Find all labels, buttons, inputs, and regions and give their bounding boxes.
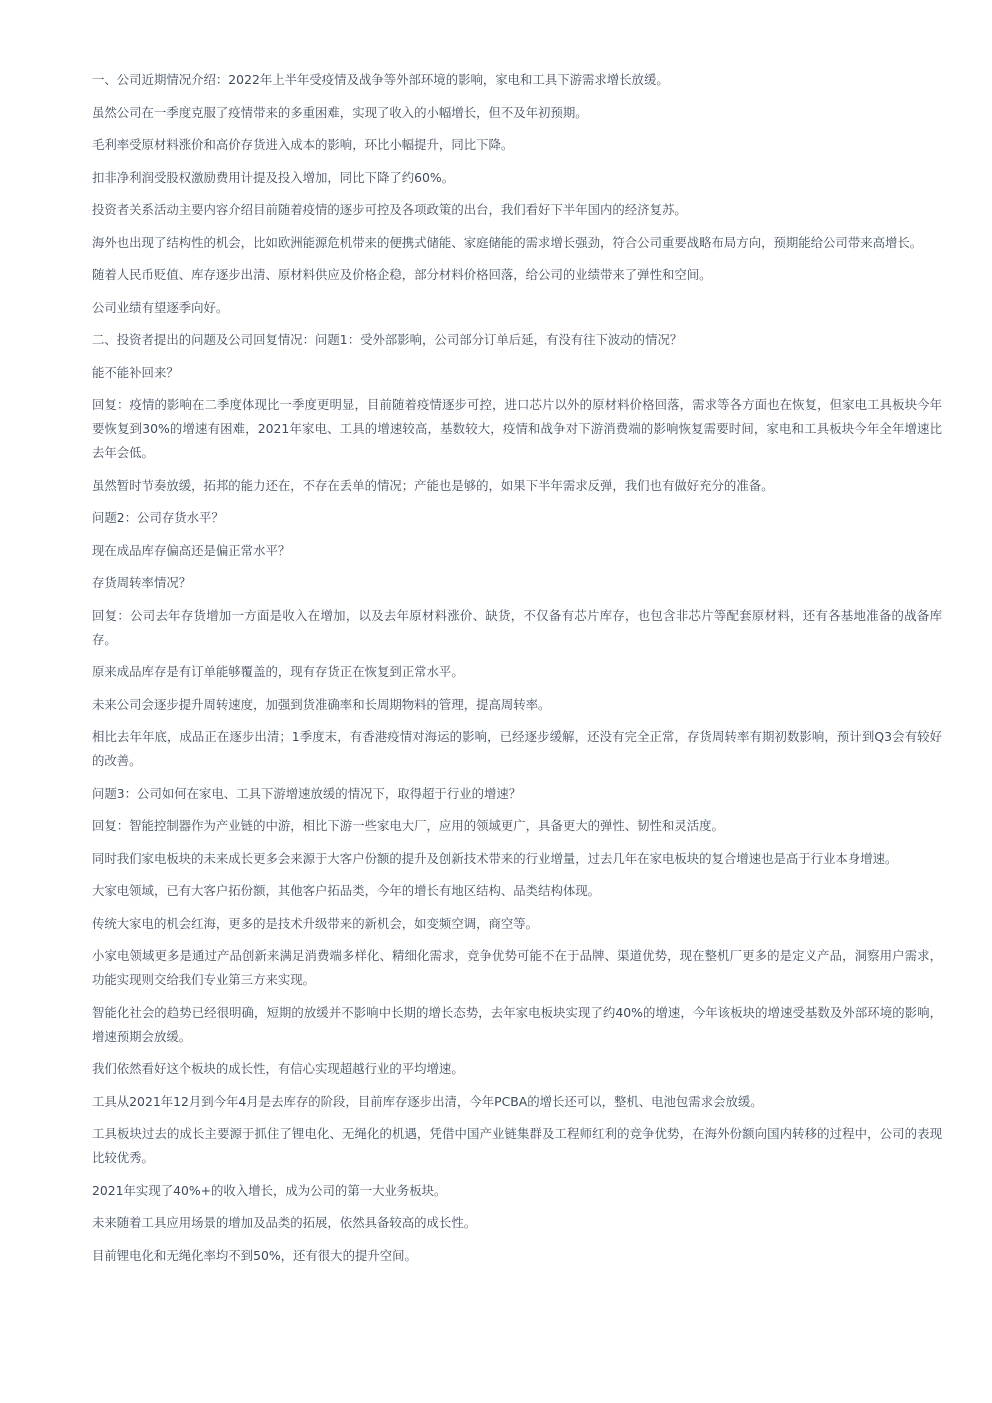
answer-paragraph: 小家电领域更多是通过产品创新来满足消费端多样化、精细化需求，竞争优势可能不在于品牌、渠道优势，现在整机厂更多的是定义产品，洞察用户需求，功能实现则交给我们专业第三方来实现。 <box>92 948 942 987</box>
answer-paragraph: 工具从2021年12月到今年4月是去库存的阶段，目前库存逐步出清，今年PCBA的增长还可以，整机、电池包需求会放缓。 <box>92 1093 763 1109</box>
answer-paragraph: 相比去年年底，成品正在逐步出清；1季度末，有香港疫情对海运的影响，已经逐步缓解，还没有完全正常，存货周转率有期初数影响，预计到Q3会有较好的改善。 <box>92 729 942 768</box>
answer-paragraph: 大家电领域，已有大客户拓份额，其他客户拓品类，今年的增长有地区结构、品类结构体现。 <box>92 883 601 898</box>
answer-paragraph: 回复：公司去年存货增加一方面是收入在增加，以及去年原材料涨价、缺货，不仅备有芯片库存，也包含非芯片等配套原材料，还有各基地准备的战备库存。 <box>92 607 942 647</box>
question-paragraph: 现在成品库存偏高还是偏正常水平？ <box>92 542 291 558</box>
text-paragraph: 毛利率受原材料涨价和高价存货进入成本的影响，环比小幅提升，同比下降。 <box>92 137 514 152</box>
answer-paragraph: 回复：智能控制器作为产业链的中游，相比下游一些家电大厂，应用的领域更广，具备更大的弹性、韧性和灵活度。 <box>92 818 724 833</box>
text-paragraph: 海外也出现了结构性的机会，比如欧洲能源危机带来的便携式储能、家庭储能的需求增长强劲，符合公司重要战略布局方向，预期能给公司带来高增长。 <box>92 234 923 250</box>
question-paragraph: 问题3：公司如何在家电、工具下游增速放缓的情况下，取得超于行业的增速？ <box>92 785 522 801</box>
answer-paragraph: 工具板块过去的成长主要源于抓住了锂电化、无绳化的机遇，凭借中国产业链集群及工程师红利的竞争优势，在海外份额向国内转移的过程中，公司的表现比较优秀。 <box>92 1126 942 1165</box>
question-paragraph: 问题2：公司存货水平？ <box>92 510 224 525</box>
text-paragraph: 随着人民币贬值、库存逐步出清、原材料供应及价格企稳，部分材料价格回落，给公司的业绩带来了弹性和空间。 <box>92 267 712 282</box>
text-paragraph: 扣非净利润受股权激励费用计提及投入增加，同比下降了约60%。 <box>92 169 455 185</box>
question-paragraph: 存货周转率情况？ <box>92 575 192 590</box>
text-paragraph: 投资者关系活动主要内容介绍目前随着疫情的逐步可控及各项政策的出台，我们看好下半年国内的经济复苏。 <box>92 202 687 217</box>
answer-paragraph: 回复：疫情的影响在二季度体现比一季度更明显，目前随着疫情逐步可控，进口芯片以外的原材料价格回落，需求等各方面也在恢复，但家电工具板块今年要恢复到30%的增速有困难，2021年家电、工具的增速较高，基数较大，疫情和战争对下游消费端的影响恢复需要时间，家电和工具板块今年全年增速比去年会低。 <box>92 397 942 460</box>
answer-paragraph: 未来随着工具应用场景的增加及品类的拓展，依然具备较高的成长性。 <box>92 1215 477 1230</box>
answer-paragraph: 目前锂电化和无绳化率均不到50%，还有很大的提升空间。 <box>92 1247 417 1263</box>
answer-paragraph: 传统大家电的机会红海，更多的是技术升级带来的新机会，如变频空调，商空等。 <box>92 915 539 931</box>
answer-paragraph: 同时我们家电板块的未来成长更多会来源于大客户份额的提升及创新技术带来的行业增量，过去几年在家电板块的复合增速也是高于行业本身增速。 <box>92 850 898 866</box>
qa-heading-paragraph: 二、投资者提出的问题及公司回复情况：问题1：受外部影响，公司部分订单后延，有没有往下波动的情况？ <box>92 332 683 347</box>
answer-paragraph: 未来公司会逐步提升周转速度，加强到货准确率和长周期物料的管理，提高周转率。 <box>92 696 551 712</box>
text-paragraph: 虽然公司在一季度克服了疫情带来的多重困难，实现了收入的小幅增长，但不及年初预期。 <box>92 104 588 120</box>
answer-paragraph: 2021年实现了40%+的收入增长，成为公司的第一大业务板块。 <box>92 1182 447 1198</box>
question-paragraph: 能不能补回来？ <box>92 364 179 380</box>
answer-paragraph: 我们依然看好这个板块的成长性，有信心实现超越行业的平均增速。 <box>92 1061 464 1076</box>
answer-paragraph: 虽然暂时节奏放缓，拓邦的能力还在，不存在丢单的情况；产能也是够的，如果下半年需求反弹，我们也有做好充分的准备。 <box>92 477 774 493</box>
text-paragraph: 公司业绩有望逐季向好。 <box>92 299 229 315</box>
answer-paragraph: 原来成品库存是有订单能够覆盖的，现有存货正在恢复到正常水平。 <box>92 664 464 679</box>
intro-heading-paragraph: 一、公司近期情况介绍：2022年上半年受疫情及战争等外部环境的影响，家电和工具下游需求增长放缓。 <box>92 72 669 87</box>
document-body <box>92 68 942 1276</box>
answer-paragraph: 智能化社会的趋势已经很明确，短期的放缓并不影响中长期的增长态势，去年家电板块实现了约40%的增速，今年该板块的增速受基数及外部环境的影响，增速预期会放缓。 <box>92 1004 942 1044</box>
